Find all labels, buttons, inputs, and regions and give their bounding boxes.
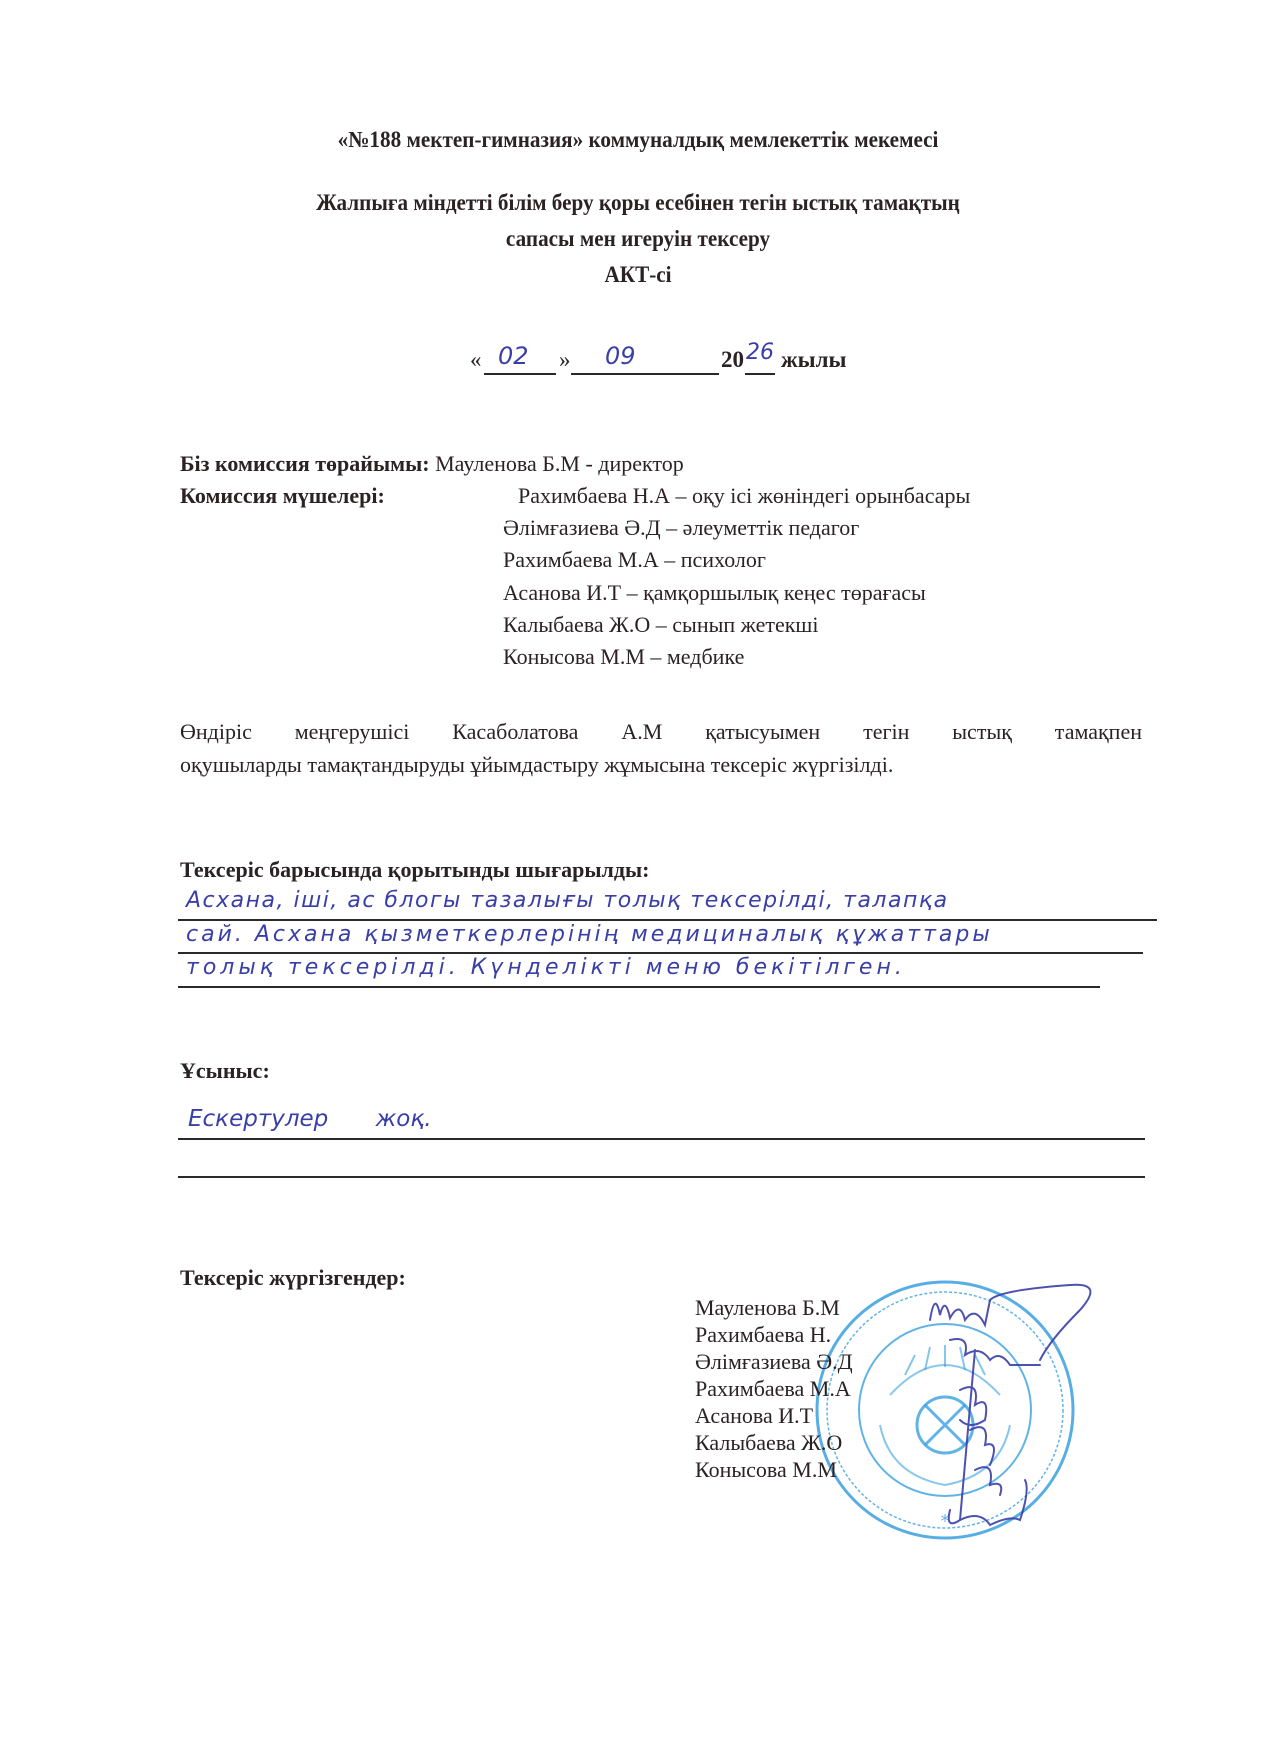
date-month[interactable]: 09	[605, 342, 636, 370]
date-line	[470, 347, 482, 373]
act-title-line2: сапасы мен игеруін тексеру	[505, 226, 771, 251]
conclusion-handwritten-1[interactable]: Асхана, іші, ас блогы тазалығы толық тексерілді, талапқа	[186, 888, 949, 913]
conclusion-line-3	[178, 986, 1100, 988]
members-label: Комиссия мүшелері:	[180, 483, 385, 508]
date-day[interactable]: 02	[498, 342, 529, 370]
chair-value: Мауленова Б.М - директор	[429, 451, 684, 476]
day-underline	[484, 373, 556, 375]
paragraph-rest: тамақтандыруды ұйымдастыру жұмысына тексеріс жүргізілді.	[301, 752, 894, 777]
signatory-name: Әлімғазиева Ә.Д	[695, 1349, 853, 1374]
signatory-name: Рахимбаева М.А	[695, 1376, 851, 1401]
recommendation-line-1	[178, 1138, 1145, 1140]
date-year-suffix[interactable]: 26	[746, 340, 774, 365]
member-item: Асанова И.Т – қамқоршылық кеңес төрағасы	[503, 580, 926, 605]
member-item: Рахимбаева Н.А – оқу ісі жөніндегі орынбасары	[518, 483, 971, 508]
signatories-label: Тексеріс жүргізгендер:	[180, 1265, 406, 1290]
signatory-name: Мауленова Б.М	[695, 1295, 840, 1320]
institution-name: «№188 мектеп-гимназия» коммуналдық мемлекеттік мекемесі	[337, 127, 939, 152]
conclusion-line-2	[178, 952, 1143, 954]
commission-chair	[180, 451, 684, 477]
signatory-name: Конысова М.М	[695, 1457, 837, 1482]
date-close-quote: »	[559, 347, 571, 372]
conclusion-handwritten-3[interactable]: толық тексерілді. Күнделікті меню бекітілген.	[186, 955, 906, 980]
paragraph-line1: Өндіріс меңгерушісі Касаболатова А.М қатысуымен тегін ыстық тамақпен	[180, 719, 1142, 744]
recommendation-label: Ұсыныс:	[180, 1058, 270, 1083]
conclusion-handwritten-2[interactable]: сай. Асхана қызметкерлерінің медициналық құжаттары	[186, 922, 993, 947]
date-year-word: жылы	[781, 347, 847, 372]
act-title-line3: АКТ-сі	[604, 262, 672, 287]
act-title-rest: міндетті білім беру қоры есебінен тегін ыстық тамақтың	[408, 190, 960, 215]
svg-text:*: *	[940, 1511, 950, 1532]
month-underline	[571, 373, 719, 375]
act-title-bold-word: Жалпыға	[316, 190, 409, 215]
date-open-quote: «	[470, 347, 482, 372]
date-year-prefix: 20	[721, 347, 744, 372]
member-item: Рахимбаева М.А – психолог	[503, 547, 766, 572]
signatory-name: Асанова И.Т	[695, 1403, 814, 1428]
year-underline	[745, 373, 775, 375]
paragraph-line2	[180, 752, 893, 778]
recommendation-line-2	[178, 1176, 1145, 1178]
conclusion-label: Тексеріс барысында қорытынды шығарылды:	[180, 857, 650, 882]
member-item: Конысова М.М – медбике	[503, 644, 745, 669]
chair-label: Біз комиссия төрайымы:	[180, 451, 430, 476]
paragraph-bold-word: оқушыларды	[180, 752, 302, 777]
handwritten-signatures	[890, 1280, 1120, 1540]
signatory-name: Калыбаева Ж.О	[695, 1430, 843, 1455]
act-title-line1	[51, 190, 1225, 216]
recommendation-handwritten-1[interactable]: Ескертулер жоқ.	[188, 1106, 432, 1132]
conclusion-line-1	[178, 919, 1157, 921]
member-item: Әлімғазиева Ә.Д – әлеуметтік педагог	[503, 515, 860, 540]
signatory-name: Рахимбаева Н.	[695, 1322, 832, 1347]
member-item: Калыбаева Ж.О – сынып жетекші	[503, 612, 819, 637]
